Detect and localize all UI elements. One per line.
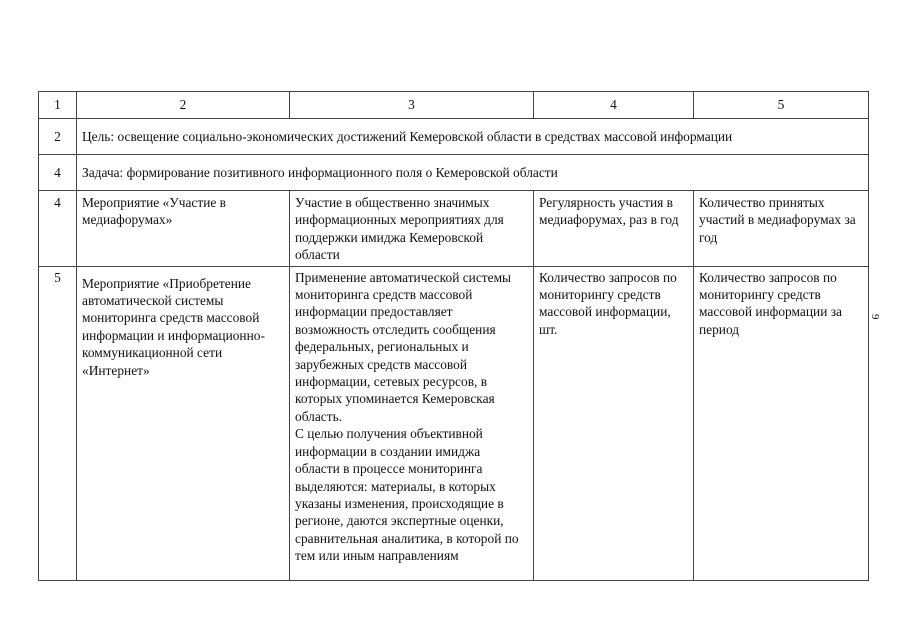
row-number: 5 (39, 266, 77, 580)
task-row (39, 155, 869, 191)
description-cell (290, 266, 534, 580)
header-cell-1: 1 (39, 92, 77, 119)
description-paragraph-1: Применение автоматической системы мониторинга средств массовой информации предоставляет возможность отследить сообщения федеральных, региональных и зарубежных средств массовой информации, сетевых ресурсов, в которых упоминается Кемеровская область. (295, 269, 512, 424)
description-cell: Участие в общественно значимых информационных мероприятиях для поддержки имиджа Кемеровской области (290, 191, 534, 267)
activity-text: Мероприятие «Приобретение автоматической системы мониторинга средств массовой информации и информационно-коммуникационной сети «Интернет» (82, 275, 265, 378)
result-cell: Количество принятых участий в медиафорумах за год (694, 191, 869, 267)
header-cell-4: 4 (534, 92, 694, 119)
activity-cell (77, 266, 290, 580)
goal-text: Цель: освещение социально-экономических достижений Кемеровской области в средствах массовой информации (77, 119, 869, 155)
goal-row (39, 119, 869, 155)
page-number: 9 (869, 314, 881, 320)
result-cell: Количество запросов по мониторингу средств массовой информации за период (694, 266, 869, 580)
row-number: 4 (39, 155, 77, 191)
indicator-cell: Количество запросов по мониторингу средств массовой информации, шт. (534, 266, 694, 580)
header-cell-5: 5 (694, 92, 869, 119)
table-row (39, 191, 869, 267)
activity-cell: Мероприятие «Участие в медиафорумах» (77, 191, 290, 267)
indicators-table (38, 91, 869, 581)
description-paragraph-2: С целью получения объективной информации в создании имиджа области в процессе мониторинга выделяются: материалы, в которых указаны изменения, происходящие в регионе, даются экспертные оценки, сравнительная аналитика, в которой по тем или иным направлениям (295, 426, 519, 564)
header-cell-2: 2 (77, 92, 290, 119)
row-number: 2 (39, 119, 77, 155)
header-row (39, 92, 869, 119)
row-number: 4 (39, 191, 77, 267)
task-text: Задача: формирование позитивного информационного поля о Кемеровской области (77, 155, 869, 191)
indicator-cell: Регулярность участия в медиафорумах, раз в год (534, 191, 694, 267)
header-cell-3: 3 (290, 92, 534, 119)
table-row (39, 266, 869, 580)
